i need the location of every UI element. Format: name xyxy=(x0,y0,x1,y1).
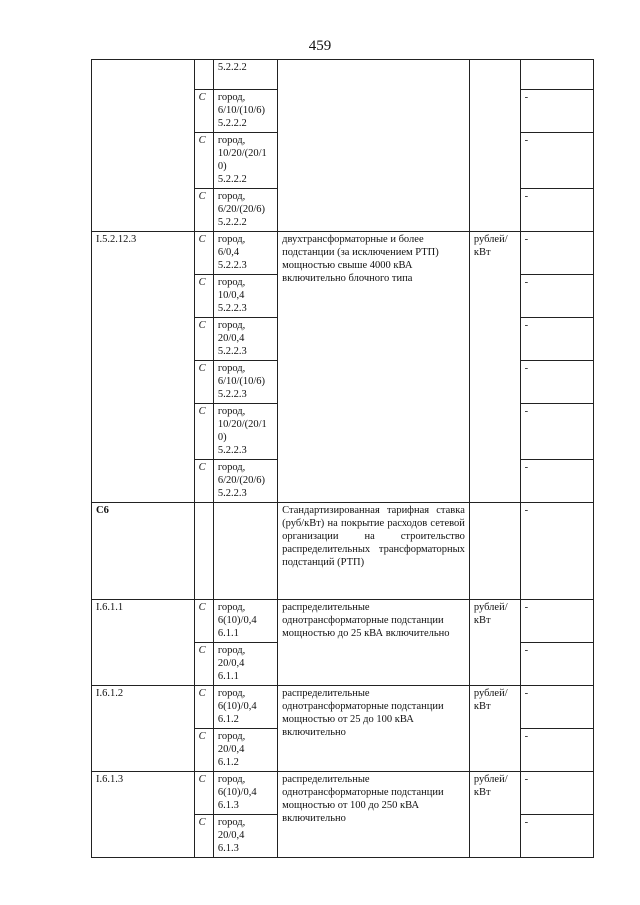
symbol-cell: С xyxy=(194,643,213,686)
table-row xyxy=(92,772,594,815)
description-cell: распределительные однотрансформаторные подстанции мощностью от 25 до 100 кВА включительно xyxy=(278,686,470,772)
unit-cell: рублей/ кВт xyxy=(469,600,520,686)
voltage-cell: город, 6(10)/0,4 6.1.3 xyxy=(213,772,277,815)
unit-cell: рублей/ кВт xyxy=(469,232,520,503)
code-cell: I.6.1.2 xyxy=(92,686,195,772)
symbol-cell: С xyxy=(194,729,213,772)
value-cell: - xyxy=(520,686,593,729)
value-cell xyxy=(520,60,593,90)
voltage-cell xyxy=(213,503,277,600)
symbol-cell: С xyxy=(194,600,213,643)
voltage-cell: город, 20/0,4 6.1.2 xyxy=(213,729,277,772)
symbol-cell: С xyxy=(194,361,213,404)
unit-cell: рублей/ кВт xyxy=(469,686,520,772)
value-cell: - xyxy=(520,133,593,189)
value-cell: - xyxy=(520,815,593,858)
code-cell: I.6.1.1 xyxy=(92,600,195,686)
section-row xyxy=(92,503,594,600)
section-description: Стандартизированная тарифная ставка (руб/кВт) на покрытие расходов сетевой организации на строительство распределительных трансформаторных подстанций (РТП) xyxy=(278,503,470,600)
voltage-cell: город, 10/0,4 5.2.2.3 xyxy=(213,275,277,318)
description-cell: двухтрансформаторные и более подстанции (за исключением РТП) мощностью свыше 4000 кВА включительно блочного типа xyxy=(278,232,470,503)
value-cell: - xyxy=(520,643,593,686)
symbol-cell: С xyxy=(194,189,213,232)
value-cell: - xyxy=(520,404,593,460)
code-cell: I.5.2.12.3 xyxy=(92,232,195,503)
voltage-cell: город, 20/0,4 5.2.2.3 xyxy=(213,318,277,361)
unit-cell: рублей/ кВт xyxy=(469,772,520,858)
value-cell: - xyxy=(520,600,593,643)
unit-cell xyxy=(469,60,520,232)
value-cell: - xyxy=(520,772,593,815)
table-row xyxy=(92,686,594,729)
tariff-table-body xyxy=(92,60,594,858)
voltage-cell: город, 6(10)/0,4 6.1.1 xyxy=(213,600,277,643)
symbol-cell: С xyxy=(194,460,213,503)
description-cell: распределительные однотрансформаторные подстанции мощностью до 25 кВА включительно xyxy=(278,600,470,686)
table-row xyxy=(92,232,594,275)
value-cell: - xyxy=(520,503,593,600)
symbol-cell: С xyxy=(194,815,213,858)
symbol-cell: С xyxy=(194,404,213,460)
voltage-cell: город, 10/20/(20/1 0) 5.2.2.2 xyxy=(213,133,277,189)
value-cell: - xyxy=(520,318,593,361)
code-cell: I.6.1.3 xyxy=(92,772,195,858)
voltage-cell: город, 6/20/(20/6) 5.2.2.2 xyxy=(213,189,277,232)
tariff-table xyxy=(91,59,594,858)
value-cell: - xyxy=(520,232,593,275)
table-row xyxy=(92,600,594,643)
unit-cell xyxy=(469,503,520,600)
symbol-cell xyxy=(194,60,213,90)
symbol-cell: С xyxy=(194,133,213,189)
voltage-cell: город, 6/10/(10/6) 5.2.2.3 xyxy=(213,361,277,404)
description-cell: распределительные однотрансформаторные подстанции мощностью от 100 до 250 кВА включительно xyxy=(278,772,470,858)
value-cell: - xyxy=(520,90,593,133)
symbol-cell: С xyxy=(194,275,213,318)
voltage-cell: город, 20/0,4 6.1.1 xyxy=(213,643,277,686)
voltage-cell: 5.2.2.2 xyxy=(213,60,277,90)
value-cell: - xyxy=(520,729,593,772)
voltage-cell: город, 20/0,4 6.1.3 xyxy=(213,815,277,858)
voltage-cell: город, 6/20/(20/6) 5.2.2.3 xyxy=(213,460,277,503)
value-cell: - xyxy=(520,275,593,318)
voltage-cell: город, 6/0,4 5.2.2.3 xyxy=(213,232,277,275)
page-number: 459 xyxy=(308,38,332,54)
code-cell xyxy=(92,60,195,232)
voltage-cell: город, 10/20/(20/1 0) 5.2.2.3 xyxy=(213,404,277,460)
section-code: С6 xyxy=(92,503,195,600)
symbol-cell: С xyxy=(194,90,213,133)
value-cell: - xyxy=(520,361,593,404)
table-row xyxy=(92,60,594,90)
value-cell: - xyxy=(520,460,593,503)
symbol-cell: С xyxy=(194,232,213,275)
symbol-cell: С xyxy=(194,686,213,729)
symbol-cell xyxy=(194,503,213,600)
value-cell: - xyxy=(520,189,593,232)
description-cell xyxy=(278,60,470,232)
voltage-cell: город, 6/10/(10/6) 5.2.2.2 xyxy=(213,90,277,133)
symbol-cell: С xyxy=(194,318,213,361)
voltage-cell: город, 6(10)/0,4 6.1.2 xyxy=(213,686,277,729)
symbol-cell: С xyxy=(194,772,213,815)
